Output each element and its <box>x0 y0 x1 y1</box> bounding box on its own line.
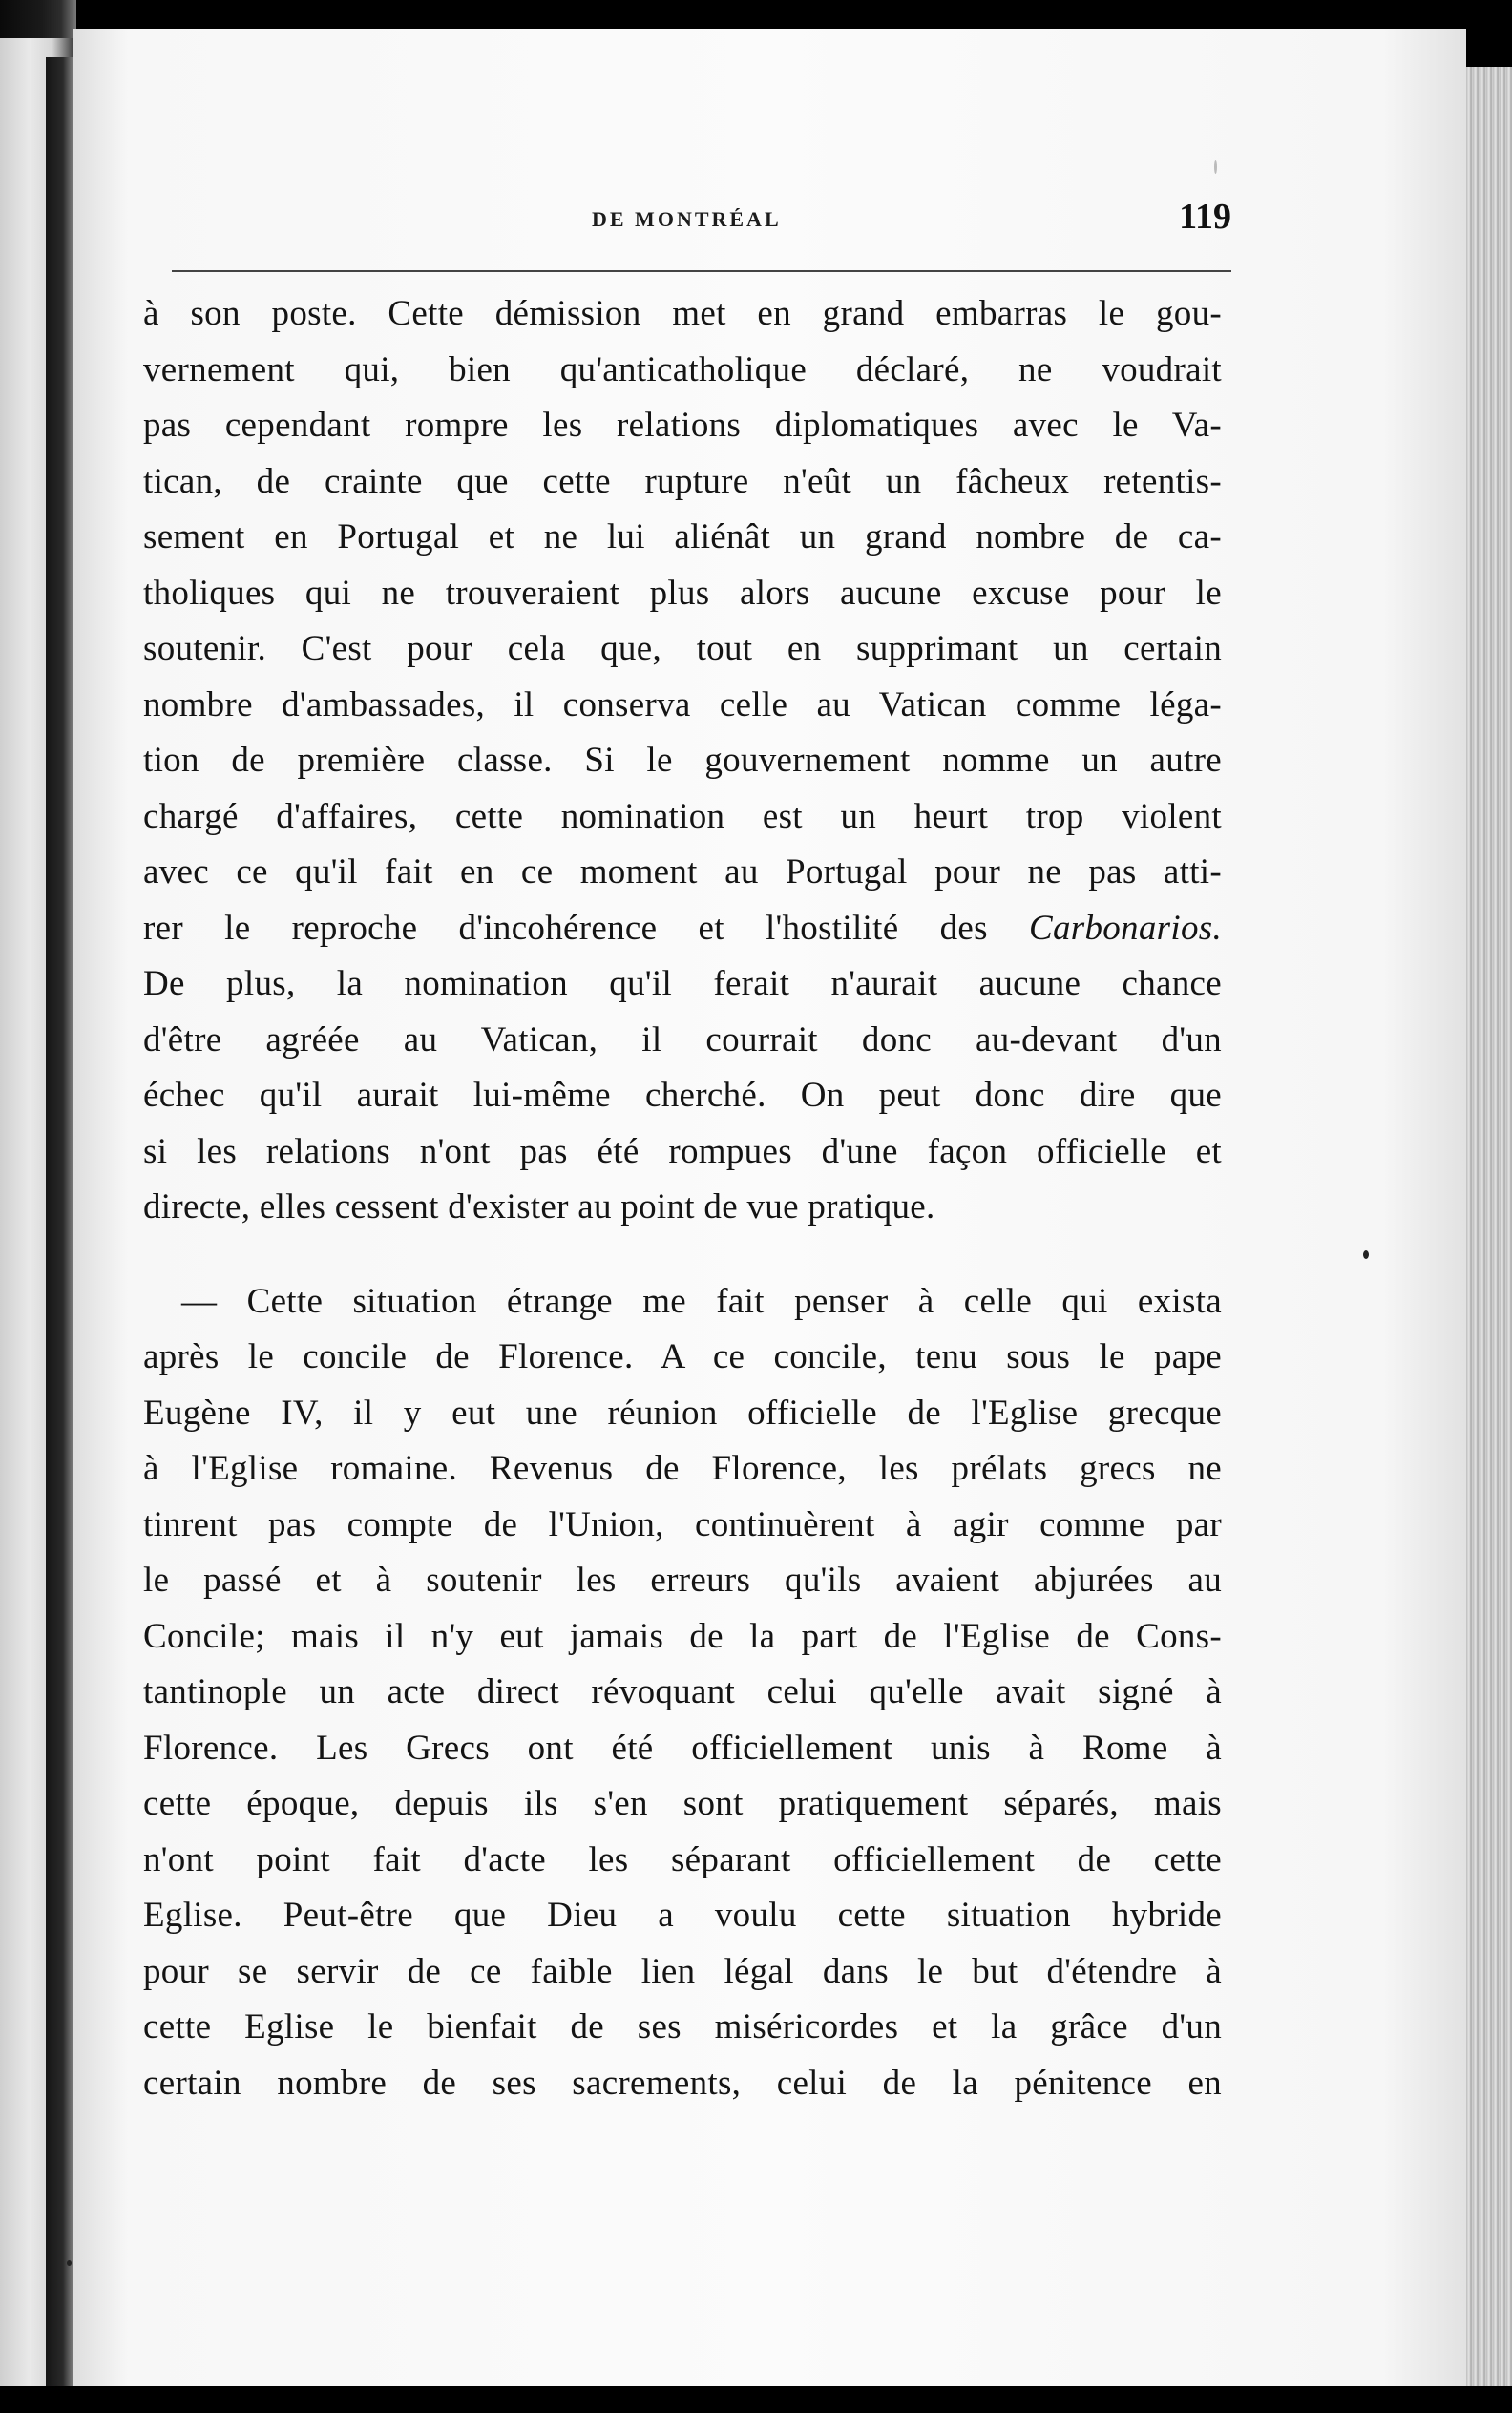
text-line: échec qu'il aurait lui-même cherché. On peut donc dire que <box>143 1076 1222 1115</box>
page-stack-edge <box>1466 67 1512 2413</box>
text-line: pour se servir de ce faible lien légal dans le but d'étendre à <box>143 1951 1222 1991</box>
text-line: tican, de crainte que cette rupture n'eût un fâcheux retentis- <box>143 461 1222 501</box>
text-line: à son poste. Cette démission met en grand embarras le gou- <box>143 294 1222 333</box>
text-line: pas cependant rompre les relations diplomatiques avec le Va- <box>143 406 1222 445</box>
text-line: tion de première classe. Si le gouvernement nomme un autre <box>143 741 1222 780</box>
text-line: cette époque, depuis ils s'en sont pratiquement séparés, mais <box>143 1784 1222 1823</box>
paragraph-2 <box>143 1274 1222 2112</box>
text-line: tinrent pas compte de l'Union, continuèrent à agir comme par <box>143 1504 1222 1544</box>
text-line: après le concile de Florence. A ce concile, tenu sous le pape <box>143 1337 1222 1376</box>
header-rule <box>172 270 1231 272</box>
text-segment: rer le reproche d'incohérence et l'hostilité des <box>143 908 988 948</box>
text-line: tholiques qui ne trouveraient plus alors aucune excuse pour le <box>143 573 1222 613</box>
text-line: n'ont point fait d'acte les séparant officiellement de cette <box>143 1839 1222 1879</box>
text-line: Eugène IV, il y eut une réunion officielle de l'Eglise grecque <box>143 1393 1222 1433</box>
page-header <box>172 196 1241 253</box>
scan-border <box>0 2386 1512 2413</box>
body-text <box>143 286 1222 2111</box>
text-line: le passé et à soutenir les erreurs qu'ils avaient abjurées au <box>143 1561 1222 1600</box>
text-line-with-italic <box>143 901 1222 957</box>
text-line: Eglise. Peut-être que Dieu a voulu cette situation hybride <box>143 1896 1222 1935</box>
text-line: vernement qui, bien qu'anticatholique déclaré, ne voudrait <box>143 349 1222 389</box>
text-line: Florence. Les Grecs ont été officiellement unis à Rome à <box>143 1728 1222 1768</box>
text-line: Concile; mais il n'y eut jamais de la part de l'Eglise de Cons- <box>143 1616 1222 1656</box>
paragraph-1 <box>143 286 1222 1236</box>
book-gutter <box>46 57 74 2386</box>
text-line: cette Eglise le bienfait de ses miséricordes et la grâce d'un <box>143 2007 1222 2046</box>
text-line: De plus, la nomination qu'il ferait n'aurait aucune chance <box>143 964 1222 1003</box>
italic-term: Carbonarios. <box>1028 908 1222 948</box>
text-line: — Cette situation étrange me fait penser à celle qui exista <box>181 1281 1222 1321</box>
text-line: soutenir. C'est pour cela que, tout en supprimant un certain <box>143 629 1222 668</box>
text-line: directe, elles cessent d'exister au point de vue pratique. <box>143 1187 935 1227</box>
text-line: sement en Portugal et ne lui aliénât un grand nombre de ca- <box>143 517 1222 556</box>
paragraph-gap <box>143 1236 1222 1274</box>
text-line: chargé d'affaires, cette nomination est un heurt trop violent <box>143 796 1222 836</box>
text-line: nombre d'ambassades, il conserva celle au Vatican comme léga- <box>143 684 1222 724</box>
text-line: certain nombre de ses sacrements, celui de la pénitence en <box>143 2063 1222 2103</box>
text-line: tantinople un acte direct révoquant celui qu'elle avait signé à <box>143 1672 1222 1711</box>
scan-border <box>1466 0 1512 67</box>
text-line: d'être agréée au Vatican, il courrait donc au-devant d'un <box>143 1019 1222 1060</box>
scan-speck <box>67 2260 72 2266</box>
scan-speck <box>1363 1250 1369 1259</box>
page-number: 119 <box>1179 197 1231 237</box>
text-line: si les relations n'ont pas été rompues d'une façon officielle et <box>143 1131 1222 1171</box>
scan-speck <box>1214 160 1217 174</box>
text-line: à l'Eglise romaine. Revenus de Florence, les prélats grecs ne <box>143 1449 1222 1488</box>
running-title: DE MONTRÉAL <box>592 207 782 231</box>
text-line: avec ce qu'il fait en ce moment au Portugal pour ne pas atti- <box>143 852 1222 892</box>
